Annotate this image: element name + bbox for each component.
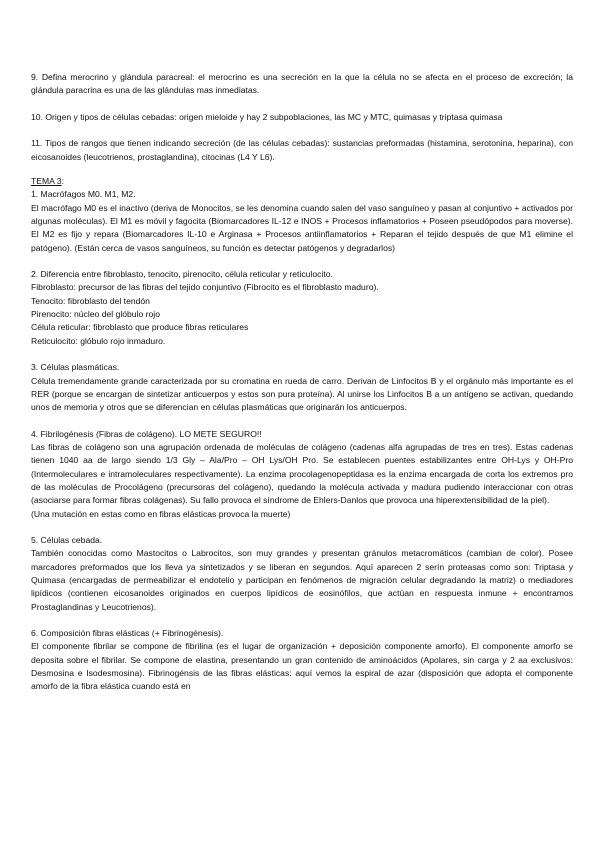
question-10: 10. Origen y tipos de células cebadas: origen mieloide y hay 2 subpoblaciones, las MC y MTC, quimasas y triptasa quimasa [31,111,503,122]
spacer [31,414,573,427]
section-6-body: El componente fibrilar se compone de fibrilina (es el lugar de organización + deposición componente amorfo). El componente amorfo se deposita sobre el fibrilar. Se compone de elastina, presentando un gran contenido de aminoácidos (Apolares, sin carga y 2 aa exclusivos: Desmosina e Isodesmosina). Fibrinogénsis de las fibras elásticas: aquí vemos la espiral de azar (disposición que adopta el componente amorfo de la fibra elástica cuando está en [31,641,573,692]
document-page [31,71,573,694]
section-2-line-tenocito: Tenocito: fibroblasto del tendón [31,295,150,306]
section-5-body: También conocidas como Mastocitos o Labrocitos, son muy grandes y presentan gránulos metacromáticos (cambian de color). Posee marcadores preformados que los lleva ya sintetizados y se liberan en segundos. Aquí aparecen 2 serín proteasas como son: Triptasa y Quimasa (encargadas de permeabilizar el endotelio y participan en fenómenos de migración celular degradando la matriz) o mediadores lipídicos (contienen eicosanoides originados en cuerpos lipídicos de eosinófilos, que actúan en respuesta inmune + encontramos Prostaglandinas y Leucotrienos). [31,548,573,612]
tema-heading [31,175,573,188]
tema-title: TEMA 3 [31,176,62,187]
section-2-line-reticulocito: Reticulocito: glóbulo rojo inmaduro. [31,335,166,346]
spacer [31,521,573,534]
section-4-heading: 4. Fibrilogénesis (Fibras de colágeno). LO METE SEGURO!! [31,428,262,439]
section-3-body: Célula tremendamente grande caracterizada por su cromatina en rueda de carro. Derivan de Linfocitos B y el orgánulo más importante es el RER (porque se encargan de sintetizar anticuerpos y estos son pura proteína). Al unirse los Linfocitos B a un antígeno se activan, quedando unos de memoria y otros que se diferencian en células plasmáticas que originarán los anticuerpos. [31,375,573,413]
spacer [31,255,573,268]
spacer [31,348,573,361]
spacer [31,164,573,175]
tema-colon: : [61,176,64,187]
section-3-heading: 3. Células plasmáticas. [31,362,120,373]
spacer [31,614,573,627]
section-2-line-fibroblasto: Fibroblasto: precursor de las fibras del tejido conjuntivo (Fibrocito es el fibroblasto maduro). [31,282,379,293]
section-5-heading: 5. Células cebada. [31,535,103,546]
question-9: 9. Defina merocrino y glándula paracreal: el merocrino es una secreción en la que la célula no se afecta en el proceso de excreción; la glándula paracrina es una de las glándulas mas inmediatas. [31,72,573,96]
spacer [31,98,573,111]
section-6-heading: 6. Composición fibras elásticas (+ Fibrinogénesis). [31,628,224,639]
question-11: 11. Tipos de rangos que tienen indicando secreción (de las células cebadas): sustancias preformadas (histamina, serotonina, heparina), con eicosanoides (leucotrienos, prostaglandina), citocinas (L4 Y L6). [31,138,573,162]
section-4-note: (Una mutación en estas como en fibras elásticas provoca la muerte) [31,508,291,519]
spacer [31,124,573,137]
section-2-line-pirenocito: Pirenocito: núcleo del glóbulo rojo [31,309,160,320]
section-1-heading: 1. Macrófagos M0. M1, M2. [31,189,136,200]
section-2-heading: 2. Diferencia entre fibroblasto, tenocito, pirenocito, célula reticular y reticulocito. [31,269,333,280]
section-2-line-celula-reticular: Célula reticular: fibroblasto que produce fibras reticulares [31,322,249,333]
section-1-body: El macrófago M0 es el inactivo (deriva de Monocitos, se les denomina cuando salen del vaso sanguíneo y pasan al conjuntivo + activados por algunas moléculas). El M1 es móvil y fagocita (Biomarcadores IL-12 e INOS + Procesos inflamatorios + Poseen pseudópodos para moverse). El M2 es fijo y repara (Biomarcadores IL-10 e Arginasa + Procesos antiinflamatorios + Reparan el tejido después de que M1 elimine el patógeno). (Están cerca de vasos sanguíneos, su función es detectar patógenos y degradarlos) [31,202,573,253]
section-4-body: Las fibras de colágeno son una agrupación ordenada de moléculas de colágeno (cadenas alfa agrupadas de tres en tres). Estas cadenas tienen 1040 aa de largo siendo 1/3 Gly – Ala/Pro – OH Lys/OH Pro. Se establecen puentes estabilizantes entre OH-Lys y OH-Pro (Intermoleculares e intramoleculares respectivamente). La enzima procolagenopeptidasa es la enzima encargada de corta los extremos pro de las moléculas de Procolágeno (precursoras del colágeno), quedando la molécula activada y madura pudiendo interaccionar con otras (asociarse para formar fibras colágenas). Su fallo provoca el síndrome de Ehlers-Danlos que provoca una hiperextensibilidad de la piel). [31,442,573,506]
